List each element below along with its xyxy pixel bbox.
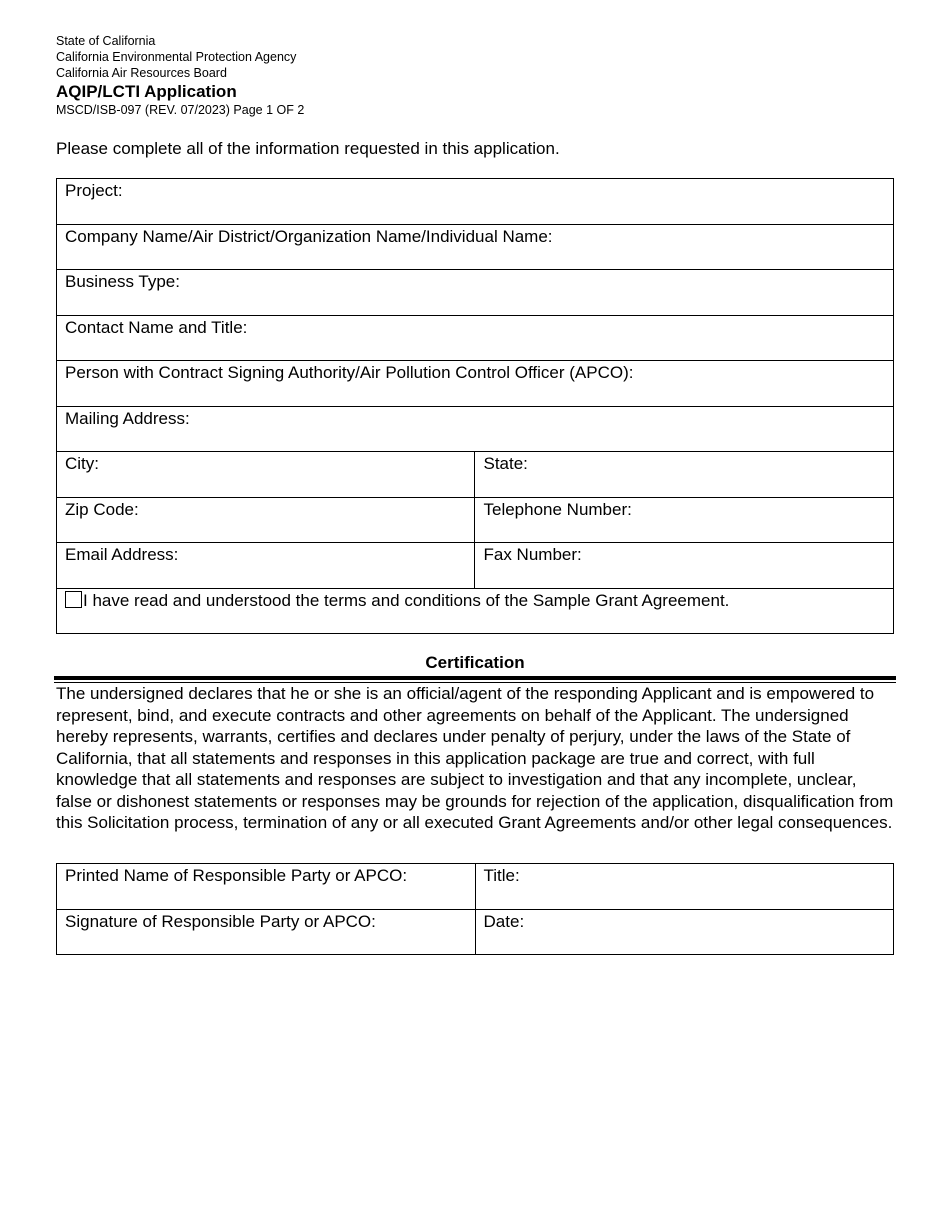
fax-field[interactable] (475, 543, 894, 589)
form-title: AQIP/LCTI Application (56, 82, 237, 101)
zip-field[interactable] (57, 497, 475, 543)
date-field[interactable] (475, 909, 893, 955)
project-label: Project: (65, 181, 123, 200)
intro-text: Please complete all of the information requested in this application. (56, 139, 560, 158)
company-label: Company Name/Air District/Organization Name/Individual Name: (65, 226, 553, 246)
fax-label: Fax Number: (483, 545, 582, 564)
agreement-row (57, 588, 894, 634)
printed-name-label: Printed Name of Responsible Party or APCO: (65, 866, 408, 885)
certification-text: The undersigned declares that he or she is an official/agent of the responding Applicant and is empowered to represent, bind, and execute contracts and other agreements on behalf of the Applicant. The undersigned hereby represents, warrants, certifies and declares under penalty of perjury, under the laws of the State of California, that all statements and responses in this application package are true and correct, with full knowledge that all statements and responses are subject to investigation and that any incomplete, unclear, false or dishonest statements or responses may be grounds for rejection of the application, disqualification from this Solicitation process, termination of any or all executed Grant Agreements and/or other legal consequences. (56, 684, 894, 832)
date-label: Date: (483, 911, 525, 931)
agency-carb: California Air Resources Board (56, 66, 227, 80)
business-type-field[interactable] (57, 270, 894, 316)
signature-table (56, 863, 894, 955)
city-label: City: (65, 454, 99, 473)
title-label: Title: (483, 866, 520, 885)
business-type-label: Business Type: (65, 272, 180, 291)
title-field[interactable] (475, 864, 893, 910)
email-label: Email Address: (65, 545, 179, 564)
signing-authority-field[interactable] (57, 361, 894, 407)
state-field[interactable] (475, 452, 894, 498)
agency-calepa: California Environmental Protection Agency (56, 50, 297, 64)
mailing-address-label: Mailing Address: (65, 408, 190, 428)
mailing-address-field[interactable] (57, 406, 894, 452)
certification-title: Certification (425, 653, 525, 672)
company-field[interactable] (57, 224, 894, 270)
project-field[interactable] (57, 179, 894, 225)
agency-state: State of California (56, 34, 156, 48)
agreement-checkbox-label: I have read and understood the terms and conditions of the Sample Grant Agreement. (83, 590, 730, 610)
telephone-label: Telephone Number: (483, 499, 632, 519)
signature-field[interactable] (57, 909, 476, 955)
telephone-field[interactable] (475, 497, 894, 543)
signing-authority-label: Person with Contract Signing Authority/Air Pollution Control Officer (APCO): (65, 363, 634, 382)
form-id: MSCD/ISB-097 (REV. 07/2023) Page 1 OF 2 (56, 103, 305, 117)
agreement-checkbox[interactable] (65, 591, 82, 608)
city-field[interactable] (57, 452, 475, 498)
signature-label: Signature of Responsible Party or APCO: (65, 911, 376, 931)
printed-name-field[interactable] (57, 864, 476, 910)
email-field[interactable] (57, 543, 475, 589)
state-label: State: (483, 454, 528, 473)
applicant-info-table (56, 178, 894, 634)
form-header (56, 33, 304, 118)
certification-divider-thick (54, 676, 896, 680)
contact-field[interactable] (57, 315, 894, 361)
zip-label: Zip Code: (65, 499, 139, 519)
contact-label: Contact Name and Title: (65, 317, 248, 337)
